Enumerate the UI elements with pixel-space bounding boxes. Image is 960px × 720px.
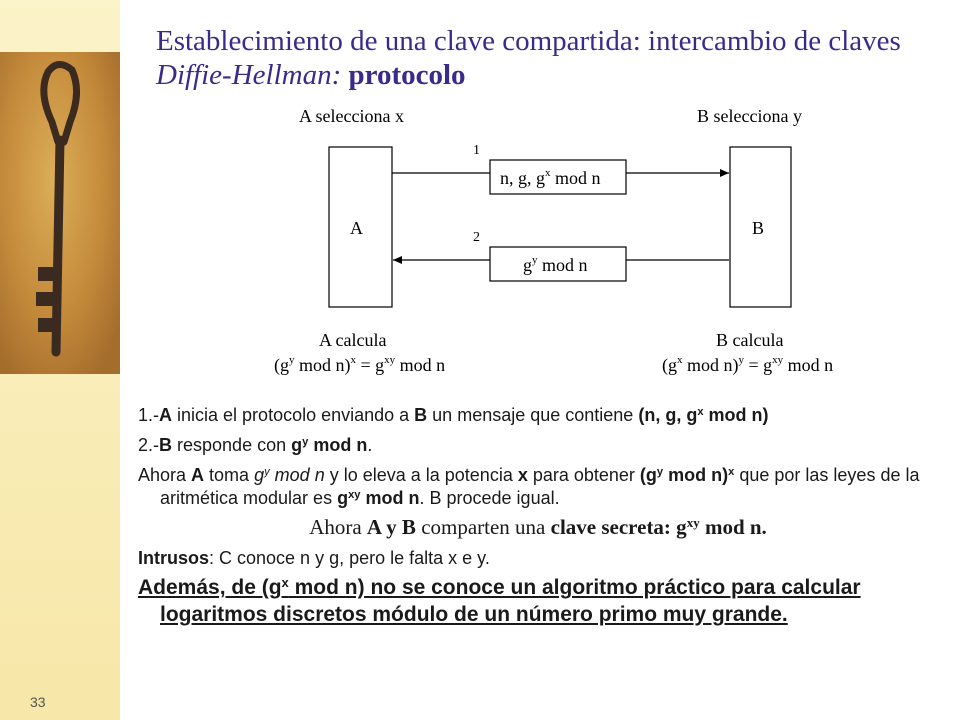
step-2-description: 2.-B responde con $g^y$ mod n. [138,435,373,455]
step-2-label: 2 [473,230,480,245]
slide-title: Establecimiento de una clave compartida: intercambio de claves Diffie-Hellman: protocolo [156,25,901,91]
step-1-label: 1 [473,143,480,158]
b-calc-label: B calcula [716,330,784,350]
message-2-text: $g^y$ mod n [523,254,588,275]
a-calc-label: A calcula [319,330,387,350]
b-selects-label: B selecciona y [697,106,802,126]
message-1-text: n, g, $g^x$ mod n [500,167,601,188]
computation-description: Ahora A toma $g^y$ mod n y lo eleva a la potencia x para obtener ($g^y$ mod n)$^x$ que por las leyes de la aritmética modular es $g^{xy}$ mod n. B procede igual. [138,465,920,508]
a-formula: ($g^y$ mod $n)^x = g^{xy}$ mod n [274,354,446,375]
shared-key-statement: Ahora A y B comparten una clave secreta: $g^{xy}$ mod n. [309,514,767,539]
box-b-label: B [752,218,765,238]
a-selects-label: A selecciona x [299,106,404,126]
explanation-text [138,404,938,628]
protocol-diagram [270,100,870,385]
step-1-description: 1.-A inicia el protocolo enviando a B un mensaje que contiene (n, g, $g^x$ mod n) [138,405,769,425]
security-note: Además, de ($g^x$ mod n) no se conoce un algoritmo práctico para calcular logaritmos discretos módulo de un número primo muy grande. [138,574,861,626]
intruders-note: Intrusos: C conoce n y g, pero le falta x e y. [138,548,490,568]
b-formula: ($g^x$ mod $n)^y = g^{xy}$ mod n [662,354,834,375]
box-a-label: A [350,218,363,238]
slide-number: 33 [30,694,46,710]
key-photo [0,52,120,374]
